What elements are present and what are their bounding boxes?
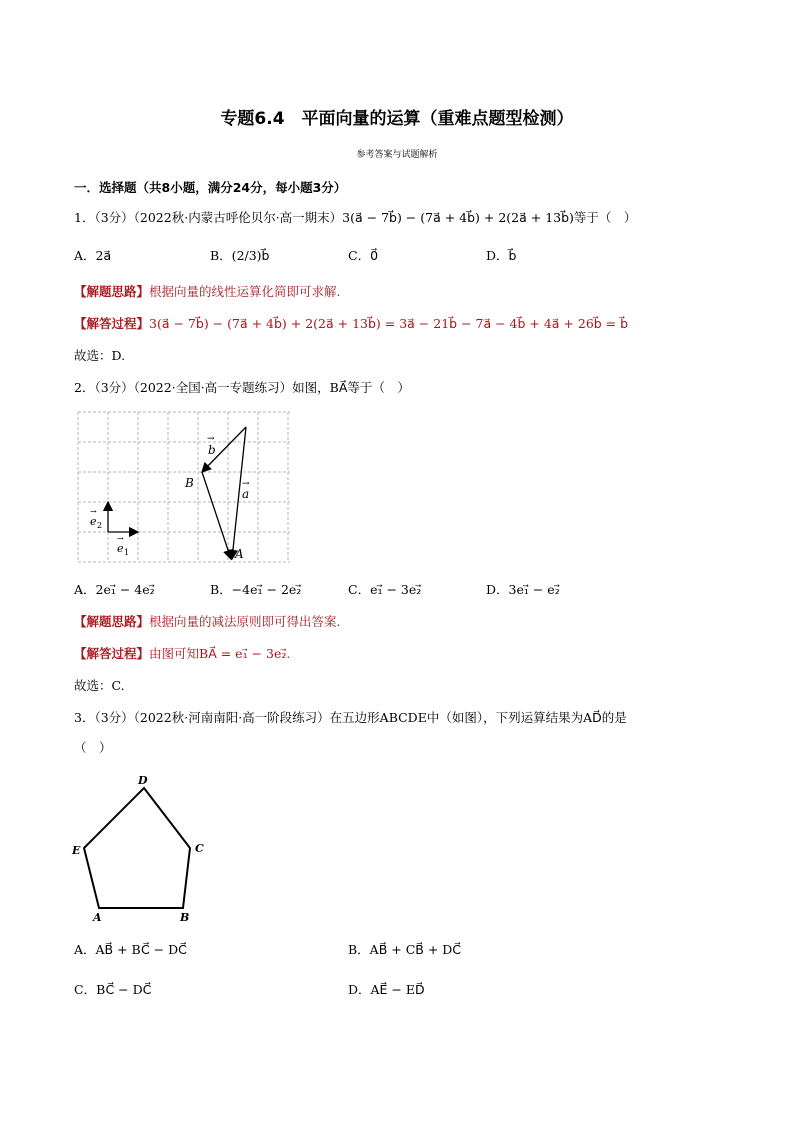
q1-process [74, 314, 628, 332]
label-point-A: A [235, 547, 244, 561]
page-title: 专题6.4 平面向量的运算（重难点题型检测） [220, 109, 574, 129]
label-point-D: D [138, 774, 148, 787]
q1-option-a: A．2a⃗ [74, 248, 112, 263]
label-e2: e [90, 515, 97, 528]
q3-stem: 3．（3分）（2022秋·河南南阳·高一阶段练习）在五边形ABCDE中（如图），下列运算结果为AD⃗的是 [74, 710, 627, 725]
q2-process [74, 644, 290, 662]
q2-process-tag: 【解答过程】 [74, 646, 150, 661]
q1-option-c: C．0⃗ [348, 248, 379, 263]
page-subtitle: 参考答案与试题解析 [356, 150, 438, 160]
q1-thinking [74, 282, 341, 300]
vector-ba-arrow [202, 472, 231, 559]
q1-option-d: D．b⃗ [486, 248, 517, 263]
q2-thinking-text: 根据向量的减法原则即可得出答案. [149, 614, 341, 629]
q3-option-b: B．AB⃗ + CB⃗ + DC⃗ [348, 942, 462, 957]
q2-option-d: D．3e₁⃗ − e₂⃗ [486, 582, 560, 597]
label-vector-a-arrow: → [242, 479, 250, 489]
label-point-C: C [195, 842, 204, 855]
pentagon-shape [84, 788, 190, 908]
label-e1: e [117, 542, 124, 555]
q2-process-text: 由图可知BA⃗ = e₁⃗ − 3e₂⃗. [149, 646, 291, 661]
label-e1-arrow: → [117, 534, 124, 543]
q2-grid-lines [78, 412, 290, 562]
section-heading: 一．选择题（共8小题，满分24分，每小题3分） [74, 180, 347, 195]
label-e2-sub: 2 [97, 521, 103, 530]
q2-answer: 故选：C. [74, 678, 125, 693]
q1-thinking-text: 根据向量的线性运算化简即可求解. [149, 284, 341, 299]
q3-stem-paren: （ ） [74, 740, 112, 755]
q2-thinking-tag: 【解题思路】 [74, 614, 150, 629]
q2-stem: 2．（3分）（2022·全国·高一专题练习）如图，BA⃗等于（ ） [74, 380, 410, 395]
q1-process-text: 3(a⃗ − 7b⃗) − (7a⃗ + 4b⃗) + 2(2a⃗ + 13b⃗) = 3a⃗ − 21b⃗ − 7a⃗ − 4b⃗ + 4a⃗ + 26b⃗ = b⃗ [149, 316, 629, 331]
q2-option-c: C．e₁⃗ − 3e₂⃗ [348, 582, 422, 597]
q2-option-b: B．−4e₁⃗ − 2e₂⃗ [210, 582, 302, 597]
q3-option-d: D．AE⃗ − ED⃗ [348, 982, 425, 997]
label-point-B: B [185, 476, 194, 490]
q1-process-tag: 【解答过程】 [74, 316, 150, 331]
q2-option-a: A．2e₁⃗ − 4e₂⃗ [74, 582, 155, 597]
q2-grid-figure [74, 408, 296, 568]
q3-pentagon-figure [66, 770, 216, 925]
q3-option-c: C．BC⃗ − DC⃗ [74, 982, 152, 997]
q1-thinking-tag: 【解题思路】 [74, 284, 150, 299]
q1-stem: 1．（3分）（2022秋·内蒙古呼伦贝尔·高一期末）3(a⃗ − 7b⃗) − (7a⃗ + 4b⃗) + 2(2a⃗ + 13b⃗)等于（ ） [74, 210, 637, 225]
q1-option-b: B．(2/3)b⃗ [210, 248, 270, 263]
label-vector-b-arrow: → [207, 434, 215, 444]
q2-thinking [74, 612, 341, 630]
q1-answer: 故选：D. [74, 348, 126, 363]
label-e2-arrow: → [90, 507, 97, 516]
q3-option-a: A．AB⃗ + BC⃗ − DC⃗ [74, 942, 187, 957]
label-point-B: B [180, 911, 190, 924]
label-point-A: A [93, 911, 102, 924]
label-vector-a: a [242, 487, 250, 501]
label-point-E: E [72, 844, 81, 857]
label-vector-b: b [208, 443, 216, 457]
label-e1-sub: 1 [124, 548, 130, 557]
